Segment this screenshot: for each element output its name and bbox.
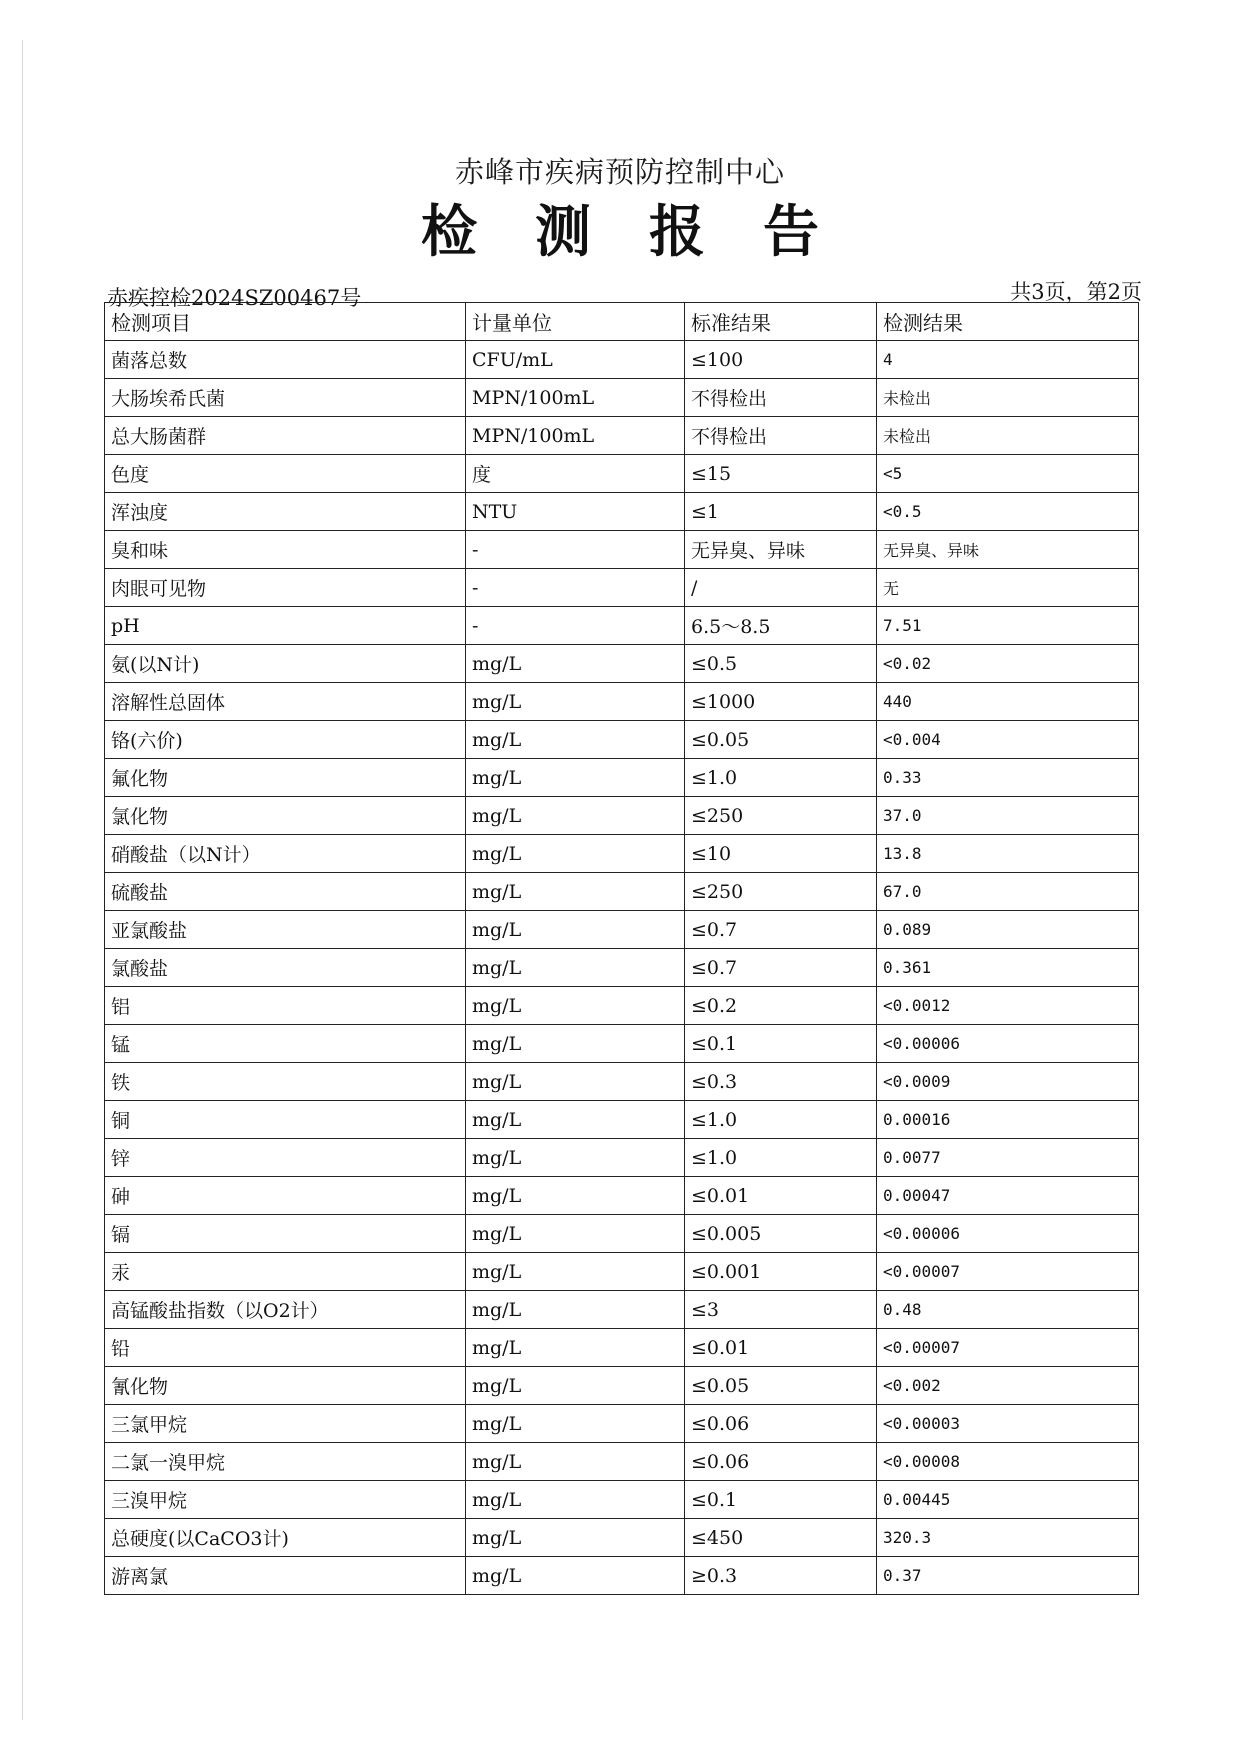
cell-unit: mg/L xyxy=(466,1557,685,1595)
cell-standard: 6.5～8.5 xyxy=(685,607,877,645)
results-table xyxy=(104,302,1139,1595)
cell-standard: ≤0.3 xyxy=(685,1063,877,1101)
cell-unit: MPN/100mL xyxy=(466,379,685,417)
cell-standard: ≤1.0 xyxy=(685,1139,877,1177)
table-row xyxy=(105,759,1139,797)
cell-standard: ≤1000 xyxy=(685,683,877,721)
table-row xyxy=(105,1519,1139,1557)
cell-result: 0.00047 xyxy=(877,1177,1139,1215)
cell-standard: ≤0.5 xyxy=(685,645,877,683)
organization-name: 赤峰市疾病预防控制中心 xyxy=(454,155,785,189)
table-row xyxy=(105,911,1139,949)
cell-item: 铬(六价) xyxy=(105,721,466,759)
cell-item: 硫酸盐 xyxy=(105,873,466,911)
cell-item: 游离氯 xyxy=(105,1557,466,1595)
table-row xyxy=(105,569,1139,607)
cell-standard: ≤250 xyxy=(685,873,877,911)
cell-unit: mg/L xyxy=(466,721,685,759)
cell-unit: mg/L xyxy=(466,873,685,911)
table-row xyxy=(105,1063,1139,1101)
cell-standard: ≤15 xyxy=(685,455,877,493)
cell-item: 氯酸盐 xyxy=(105,949,466,987)
cell-result: <0.0012 xyxy=(877,987,1139,1025)
table-row xyxy=(105,797,1139,835)
table-row xyxy=(105,493,1139,531)
cell-item: 氰化物 xyxy=(105,1367,466,1405)
table-row xyxy=(105,1139,1139,1177)
cell-result: <0.02 xyxy=(877,645,1139,683)
cell-item: 锰 xyxy=(105,1025,466,1063)
table-row xyxy=(105,379,1139,417)
cell-result: 未检出 xyxy=(877,417,1139,455)
cell-result: 0.0077 xyxy=(877,1139,1139,1177)
cell-result: 无 xyxy=(877,569,1139,607)
cell-result: <0.0009 xyxy=(877,1063,1139,1101)
cell-item: 色度 xyxy=(105,455,466,493)
table-row xyxy=(105,645,1139,683)
table-row xyxy=(105,1557,1139,1595)
cell-unit: mg/L xyxy=(466,1101,685,1139)
cell-unit: mg/L xyxy=(466,1443,685,1481)
table-body xyxy=(105,341,1139,1595)
cell-unit: mg/L xyxy=(466,835,685,873)
table-row xyxy=(105,949,1139,987)
table-row xyxy=(105,1367,1139,1405)
cell-result: <0.00008 xyxy=(877,1443,1139,1481)
cell-result: 0.33 xyxy=(877,759,1139,797)
cell-result: 4 xyxy=(877,341,1139,379)
report-number: 赤疾控检2024SZ00467号 xyxy=(107,286,362,310)
cell-standard: ≤0.005 xyxy=(685,1215,877,1253)
cell-item: 溶解性总固体 xyxy=(105,683,466,721)
cell-unit: mg/L xyxy=(466,949,685,987)
cell-item: 铁 xyxy=(105,1063,466,1101)
cell-item: 大肠埃希氏菌 xyxy=(105,379,466,417)
cell-unit: mg/L xyxy=(466,683,685,721)
cell-result: <0.00007 xyxy=(877,1329,1139,1367)
table-row xyxy=(105,1481,1139,1519)
cell-standard: ≤0.05 xyxy=(685,1367,877,1405)
cell-standard: ≤0.01 xyxy=(685,1329,877,1367)
cell-standard: 不得检出 xyxy=(685,379,877,417)
cell-result: 13.8 xyxy=(877,835,1139,873)
cell-unit: CFU/mL xyxy=(466,341,685,379)
cell-item: 总硬度(以CaCO3计) xyxy=(105,1519,466,1557)
cell-item: 三溴甲烷 xyxy=(105,1481,466,1519)
cell-item: 氯化物 xyxy=(105,797,466,835)
cell-result: <5 xyxy=(877,455,1139,493)
cell-item: 铜 xyxy=(105,1101,466,1139)
cell-unit: MPN/100mL xyxy=(466,417,685,455)
cell-standard: ≤1 xyxy=(685,493,877,531)
cell-unit: - xyxy=(466,531,685,569)
cell-result: 440 xyxy=(877,683,1139,721)
cell-unit: mg/L xyxy=(466,797,685,835)
cell-standard: ≤3 xyxy=(685,1291,877,1329)
cell-result: 0.00016 xyxy=(877,1101,1139,1139)
table-row xyxy=(105,1215,1139,1253)
cell-unit: mg/L xyxy=(466,1253,685,1291)
table-row xyxy=(105,1253,1139,1291)
cell-unit: mg/L xyxy=(466,987,685,1025)
cell-standard: ≤0.05 xyxy=(685,721,877,759)
table-row xyxy=(105,1443,1139,1481)
cell-result: 37.0 xyxy=(877,797,1139,835)
cell-item: 汞 xyxy=(105,1253,466,1291)
cell-result: 7.51 xyxy=(877,607,1139,645)
cell-standard: ≤0.001 xyxy=(685,1253,877,1291)
table-row xyxy=(105,835,1139,873)
cell-standard: ≤0.06 xyxy=(685,1405,877,1443)
cell-item: 浑浊度 xyxy=(105,493,466,531)
cell-standard: ≤1.0 xyxy=(685,1101,877,1139)
table-row xyxy=(105,683,1139,721)
cell-result: <0.00006 xyxy=(877,1025,1139,1063)
column-header-item: 检测项目 xyxy=(105,303,466,341)
table-row xyxy=(105,873,1139,911)
cell-unit: mg/L xyxy=(466,1063,685,1101)
cell-unit: mg/L xyxy=(466,645,685,683)
cell-result: 0.089 xyxy=(877,911,1139,949)
cell-unit: mg/L xyxy=(466,759,685,797)
table-row xyxy=(105,1101,1139,1139)
cell-item: 硝酸盐（以N计） xyxy=(105,835,466,873)
table-row xyxy=(105,1329,1139,1367)
cell-standard: ≤0.1 xyxy=(685,1025,877,1063)
cell-result: 0.37 xyxy=(877,1557,1139,1595)
cell-item: 高锰酸盐指数（以O2计） xyxy=(105,1291,466,1329)
cell-standard: ≤0.01 xyxy=(685,1177,877,1215)
table-header-row xyxy=(105,303,1139,341)
cell-unit: mg/L xyxy=(466,1405,685,1443)
table-row xyxy=(105,987,1139,1025)
cell-result: <0.004 xyxy=(877,721,1139,759)
table-row xyxy=(105,721,1139,759)
cell-item: 总大肠菌群 xyxy=(105,417,466,455)
table-row xyxy=(105,1025,1139,1063)
cell-unit: mg/L xyxy=(466,1481,685,1519)
cell-unit: mg/L xyxy=(466,1139,685,1177)
cell-result: <0.00003 xyxy=(877,1405,1139,1443)
cell-result: 0.00445 xyxy=(877,1481,1139,1519)
report-title: 检测报告 xyxy=(421,199,877,265)
cell-unit: - xyxy=(466,607,685,645)
cell-result: <0.002 xyxy=(877,1367,1139,1405)
cell-result: <0.5 xyxy=(877,493,1139,531)
cell-result: 0.48 xyxy=(877,1291,1139,1329)
cell-standard: ≤100 xyxy=(685,341,877,379)
cell-item: 砷 xyxy=(105,1177,466,1215)
cell-standard: 不得检出 xyxy=(685,417,877,455)
cell-item: 氟化物 xyxy=(105,759,466,797)
table-row xyxy=(105,1405,1139,1443)
table-row xyxy=(105,341,1139,379)
cell-item: 氨(以N计) xyxy=(105,645,466,683)
cell-standard: ≤10 xyxy=(685,835,877,873)
cell-unit: mg/L xyxy=(466,911,685,949)
table-row xyxy=(105,455,1139,493)
cell-result: 未检出 xyxy=(877,379,1139,417)
cell-standard: / xyxy=(685,569,877,607)
table-row xyxy=(105,531,1139,569)
cell-standard: 无异臭、异味 xyxy=(685,531,877,569)
cell-item: 亚氯酸盐 xyxy=(105,911,466,949)
cell-unit: mg/L xyxy=(466,1367,685,1405)
cell-standard: ≤250 xyxy=(685,797,877,835)
cell-item: 臭和味 xyxy=(105,531,466,569)
cell-unit: mg/L xyxy=(466,1291,685,1329)
cell-standard: ≤0.1 xyxy=(685,1481,877,1519)
table-row xyxy=(105,417,1139,455)
cell-standard: ≤0.7 xyxy=(685,911,877,949)
cell-result: 67.0 xyxy=(877,873,1139,911)
cell-item: 菌落总数 xyxy=(105,341,466,379)
cell-result: <0.00007 xyxy=(877,1253,1139,1291)
cell-standard: ≥0.3 xyxy=(685,1557,877,1595)
cell-result: 0.361 xyxy=(877,949,1139,987)
table-row xyxy=(105,1291,1139,1329)
cell-standard: ≤0.06 xyxy=(685,1443,877,1481)
cell-item: 肉眼可见物 xyxy=(105,569,466,607)
cell-standard: ≤1.0 xyxy=(685,759,877,797)
cell-unit: 度 xyxy=(466,455,685,493)
cell-unit: mg/L xyxy=(466,1215,685,1253)
cell-unit: mg/L xyxy=(466,1329,685,1367)
cell-item: 二氯一溴甲烷 xyxy=(105,1443,466,1481)
cell-item: 三氯甲烷 xyxy=(105,1405,466,1443)
cell-standard: ≤0.7 xyxy=(685,949,877,987)
cell-item: pH xyxy=(105,607,466,645)
cell-unit: NTU xyxy=(466,493,685,531)
cell-unit: - xyxy=(466,569,685,607)
cell-item: 镉 xyxy=(105,1215,466,1253)
table-row xyxy=(105,1177,1139,1215)
scan-edge-line xyxy=(22,40,23,1720)
cell-unit: mg/L xyxy=(466,1025,685,1063)
cell-standard: ≤0.2 xyxy=(685,987,877,1025)
cell-result: 无异臭、异味 xyxy=(877,531,1139,569)
cell-item: 锌 xyxy=(105,1139,466,1177)
cell-result: <0.00006 xyxy=(877,1215,1139,1253)
column-header-unit: 计量单位 xyxy=(466,303,685,341)
cell-item: 铝 xyxy=(105,987,466,1025)
cell-item: 铅 xyxy=(105,1329,466,1367)
column-header-result: 检测结果 xyxy=(877,303,1139,341)
column-header-standard: 标准结果 xyxy=(685,303,877,341)
cell-unit: mg/L xyxy=(466,1177,685,1215)
table-row xyxy=(105,607,1139,645)
cell-result: 320.3 xyxy=(877,1519,1139,1557)
cell-unit: mg/L xyxy=(466,1519,685,1557)
page-info: 共3页，第2页 xyxy=(1010,280,1142,304)
cell-standard: ≤450 xyxy=(685,1519,877,1557)
